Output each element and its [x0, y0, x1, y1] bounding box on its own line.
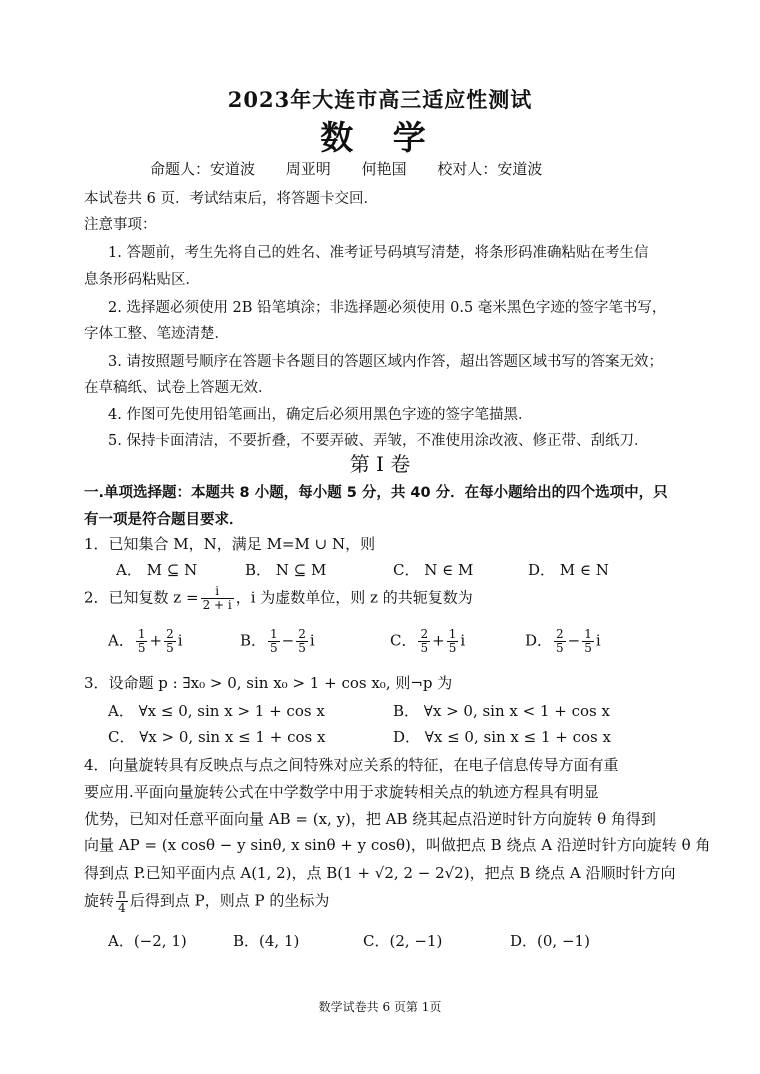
authors-line	[150, 158, 568, 179]
q2-option-d-label: D．	[525, 631, 553, 650]
q2-fraction-denominator: 2 + i	[202, 598, 232, 612]
section-heading: 一.单项选择题：本题共 8 小题，每小题 5 分，共 40 分．在每小题给出的四个选项中，只	[84, 485, 668, 501]
operator: +	[432, 631, 445, 650]
q2-option-a-frac2	[164, 628, 176, 655]
q1-option-c: C． N ∈ M	[393, 561, 474, 579]
subject-title: 数 学	[320, 118, 440, 157]
frac-denominator: 5	[448, 641, 457, 655]
q2-option-c-frac2	[447, 628, 459, 655]
q2-option-c	[390, 628, 465, 655]
frac-denominator: 5	[166, 641, 174, 655]
notice-heading: 注意事项：	[84, 217, 157, 233]
q1-option-a: A． M ⊆ N	[116, 561, 198, 579]
question-4-line-6	[84, 888, 329, 915]
exam-title: 2023年大连市高三适应性测试	[227, 87, 533, 112]
frac-denominator: 5	[584, 641, 592, 655]
q2-option-b	[240, 628, 315, 655]
frac-numerator: 1	[448, 627, 457, 641]
frac-denominator: 5	[298, 641, 306, 655]
q2-option-c-frac1	[418, 628, 430, 655]
notice-item-4: 4. 作图可先使用铅笔画出，确定后必须用黑色字迹的签字笔描黑．	[108, 407, 533, 423]
operator: +	[149, 631, 163, 650]
q3-option-a: A． ∀x ≤ 0, sin x > 1 + cos x	[108, 702, 325, 720]
notice-item-3b: 在草稿纸、试卷上答题无效．	[84, 380, 273, 396]
frac-numerator: 2	[166, 627, 174, 641]
q2-option-a	[108, 628, 183, 655]
q4-option-a: A．(−2, 1)	[108, 932, 187, 950]
frac-denominator: 5	[137, 641, 146, 655]
author-1: 命题人：安道波	[150, 160, 256, 178]
question-1-stem: 1．已知集合 M，N，满足 M=M ∪ N，则	[84, 535, 376, 553]
q2-option-b-frac2	[296, 628, 308, 655]
q2-option-d-frac2	[582, 628, 594, 655]
proofreader: 校对人：安道波	[437, 160, 543, 178]
q4-option-c: C．(2, −1)	[363, 932, 443, 950]
frac-numerator: 2	[420, 627, 429, 641]
notice-item-1a: 1. 答题前，考生先将自己的姓名、准考证号码填写清楚，将条形码准确粘贴在考生信	[108, 245, 649, 261]
question-2-stem	[84, 585, 473, 612]
notice-item-2a: 2. 选择题必须使用 2B 铅笔填涂；非选择题必须使用 0.5 毫米黑色字迹的签字笔书写，	[108, 300, 667, 316]
q2-option-a-frac1	[136, 628, 148, 655]
frac-denominator: 5	[420, 641, 429, 655]
imag-unit: i	[309, 631, 315, 650]
question-4-line-4: 向量 AP = (x cosθ − y sinθ, x sinθ + y cosθ)，叫做把点 B 绕点 A 沿逆时针方向旋转 θ 角	[84, 836, 711, 854]
volume-heading: 第 Ⅰ 卷	[349, 452, 411, 476]
frac-numerator: 1	[584, 627, 592, 641]
q4-last-suffix: 后得到点 P，则点 P 的坐标为	[129, 891, 330, 910]
q1-option-d: D． M ∈ N	[528, 561, 609, 579]
q2-fraction	[201, 585, 234, 612]
imag-unit: i	[177, 631, 183, 650]
notice-item-1b: 息条形码粘贴区．	[84, 272, 200, 288]
q2-fraction-numerator: i	[201, 585, 234, 599]
q4-option-b: B．(4, 1)	[233, 932, 300, 950]
imag-unit: i	[595, 631, 601, 650]
question-4-line-5: 得到点 P.已知平面内点 A(1, 2)，点 B(1 + √2, 2 − 2√2)，把点 B 绕点 A 沿顺时针方向	[84, 864, 676, 882]
q2-stem-suffix: ，i 为虚数单位，则 z 的共轭复数为	[235, 588, 473, 607]
imag-unit: i	[460, 631, 466, 650]
frac-denominator: 5	[556, 641, 564, 655]
frac-numerator: 1	[137, 627, 146, 641]
q1-option-b: B． N ⊆ M	[245, 561, 327, 579]
frac-numerator: 2	[298, 627, 306, 641]
q3-option-d: D． ∀x ≤ 0, sin x ≤ 1 + cos x	[393, 728, 611, 746]
author-2: 周亚明	[285, 160, 331, 178]
q4-last-prefix: 旋转	[84, 891, 115, 910]
q4-angle-fraction	[116, 888, 128, 915]
operator: −	[567, 631, 581, 650]
q3-option-b: B． ∀x > 0, sin x < 1 + cos x	[393, 702, 610, 720]
q4-angle-denominator: 4	[118, 901, 126, 915]
intro-line: 本试卷共 6 页．考试结束后，将答题卡交回．	[84, 191, 378, 207]
question-3-stem: 3．设命题 p : ∃x₀ > 0, sin x₀ > 1 + cos x₀, 则¬p 为	[84, 674, 453, 692]
page-footer: 数学试卷共 6 页第 1页	[318, 1000, 442, 1014]
question-4-line-1: 4．向量旋转具有反映点与点之间特殊对应关系的特征，在电子信息传导方面有重	[84, 756, 619, 774]
author-3: 何艳国	[361, 160, 407, 178]
q3-option-c: C． ∀x > 0, sin x ≤ 1 + cos x	[108, 728, 326, 746]
frac-numerator: 1	[270, 627, 278, 641]
frac-denominator: 5	[270, 641, 278, 655]
q4-angle-numerator: π	[118, 887, 126, 901]
operator: −	[281, 631, 295, 650]
q2-option-c-label: C．	[390, 631, 417, 650]
q2-option-b-frac1	[268, 628, 280, 655]
question-4-line-2: 要应用.平面向量旋转公式在中学数学中用于求旋转相关点的轨迹方程具有明显	[84, 783, 599, 801]
notice-item-5: 5. 保持卡面清洁，不要折叠，不要弄破、弄皱，不准使用涂改液、修正带、刮纸刀．	[108, 433, 649, 449]
q2-option-d	[525, 628, 601, 655]
q2-option-a-label: A．	[108, 631, 134, 650]
question-4-line-3: 优势，已知对任意平面向量 AB = (x, y)，把 AB 绕其起点沿逆时针方向旋转 θ 角得到	[84, 810, 656, 828]
notice-item-2b: 字体工整、笔迹清楚．	[84, 326, 229, 342]
section-heading-cont: 有一项是符合题目要求．	[84, 512, 244, 528]
q2-option-d-frac1	[554, 628, 566, 655]
q2-stem-prefix: 2．已知复数 z =	[84, 588, 199, 607]
q2-option-b-label: B．	[240, 631, 267, 650]
notice-item-3a: 3. 请按照题号顺序在答题卡各题目的答题区域内作答，超出答题区域书写的答案无效；	[108, 354, 663, 370]
frac-numerator: 2	[556, 627, 564, 641]
q4-option-d: D．(0, −1)	[510, 932, 590, 950]
